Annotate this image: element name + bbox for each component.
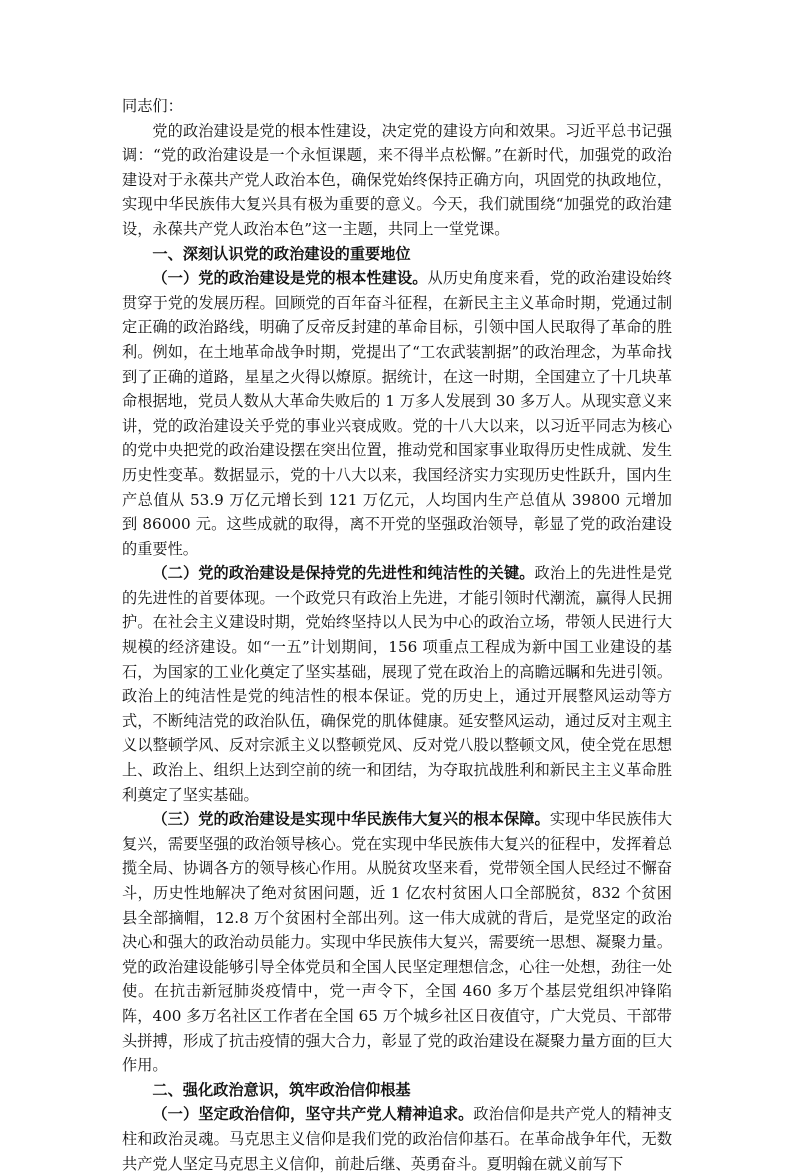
subsection-heading: （一）坚定政治信仰，坚守共产党人精神追求。 [152, 1105, 474, 1124]
section-heading-1: 一、深刻认识党的政治建设的重要地位 [152, 244, 411, 263]
subsection-heading: （二）党的政治建设是保持党的先进性和纯洁性的关键。 [152, 564, 535, 583]
section-heading-2: 二、强化政治意识，筑牢政治信仰根基 [152, 1080, 411, 1099]
subsection-1-1 [122, 266, 672, 561]
intro-paragraph: 党的政治建设是党的根本性建设，决定党的建设方向和效果。习近平总书记强调：“党的政治建设是一个永恒课题，来不得半点松懈。”在新时代，加强党的政治建设对于永葆共产党人政治本色，确保党始终保持正确方向，巩固党的执政地位，实现中华民族伟大复兴具有极为重要的意义。今天，我们就围绕“加强党的政治建设，永葆共产党人政治本色”这一主题，共同上一堂党课。 [122, 121, 672, 238]
subsection-text: 从历史角度来看，党的政治建设始终贯穿于党的发展历程。回顾党的百年奋斗征程，在新民主主义革命时期，党通过制定正确的政治路线，明确了反帝反封建的革命目标，引领中国人民取得了革命的胜利。例如，在土地革命战争时期，党提出了“工农武装割据”的政治理念，为革命找到了正确的道路，星星之火得以燎原。据统计，在这一时期，全国建立了十几块革命根据地，党员人数从大革命失败后的 1 万多人发展到 30 多万人。从现实意义来讲，党的政治建设关乎党的事业兴衰成败。党的十八大以来，以习近平同志为核心的党中央把党的政治建设摆在突出位置，推动党和国家事业取得历史性成就、发生历史性变革。数据显示，党的十八大以来，我国经济实力实现历史性跃升，国内生产总值从 53.9 万亿元增长到 121 万亿元，人均国内生产总值从 39800 元增加到 86000 元。这些成就的取得，离不开党的坚强政治领导，彰显了党的政治建设的重要性。 [122, 269, 673, 558]
document-body [122, 94, 672, 1176]
subsection-text: 政治信仰是共产党人的精神支柱和政治灵魂。马克思主义信仰是我们党的政治信仰基石。在革命战争年代，无数共产党人坚定马克思主义信仰，前赴后继、英勇奋斗。夏明翰在就义前写下 [122, 1105, 673, 1173]
subsection-heading: （三）党的政治建设是实现中华民族伟大复兴的根本保障。 [152, 810, 550, 829]
subsection-1-2 [122, 561, 672, 807]
subsection-heading: （一）党的政治建设是党的根本性建设。 [152, 269, 428, 288]
subsection-text: 政治上的先进性是党的先进性的首要体现。一个政党只有政治上先进，才能引领时代潮流，赢得人民拥护。在社会主义建设时期，党始终坚持以人民为中心的政治立场，带领人民进行大规模的经济建设。如“一五”计划期间，156 项重点工程成为新中国工业建设的基石，为国家的工业化奠定了坚实基础，展现了党在政治上的高瞻远瞩和先进引领。政治上的纯洁性是党的纯洁性的根本保证。党的历史上，通过开展整风运动等方式，不断纯洁党的政治队伍，确保党的肌体健康。延安整风运动，通过反对主观主义以整顿学风、反对宗派主义以整顿党风、反对党八股以整顿文风，使全党在思想上、政治上、组织上达到空前的统一和团结，为夺取抗战胜利和新民主主义革命胜利奠定了坚实基础。 [122, 564, 673, 804]
subsection-1-3 [122, 807, 672, 1078]
subsection-2-1 [122, 1102, 672, 1176]
salutation: 同志们： [122, 97, 183, 115]
subsection-text: 实现中华民族伟大复兴，需要坚强的政治领导核心。党在实现中华民族伟大复兴的征程中，发挥着总揽全局、协调各方的领导核心作用。从脱贫攻坚来看，党带领全国人民经过不懈奋斗，历史性地解决了绝对贫困问题，近 1 亿农村贫困人口全部脱贫，832 个贫困县全部摘帽，12.8 万个贫困村全部出列。这一伟大成就的背后，是党坚定的政治决心和强大的政治动员能力。实现中华民族伟大复兴，需要统一思想、凝聚力量。党的政治建设能够引导全体党员和全国人民坚定理想信念，心往一处想，劲往一处使。在抗击新冠肺炎疫情中，党一声令下，全国 460 多万个基层党组织冲锋陷阵，400 多万名社区工作者在全国 65 万个城乡社区日夜值守，广大党员、干部带头拼搏，形成了抗击疫情的强大合力，彰显了党的政治建设在凝聚力量方面的巨大作用。 [122, 810, 673, 1075]
